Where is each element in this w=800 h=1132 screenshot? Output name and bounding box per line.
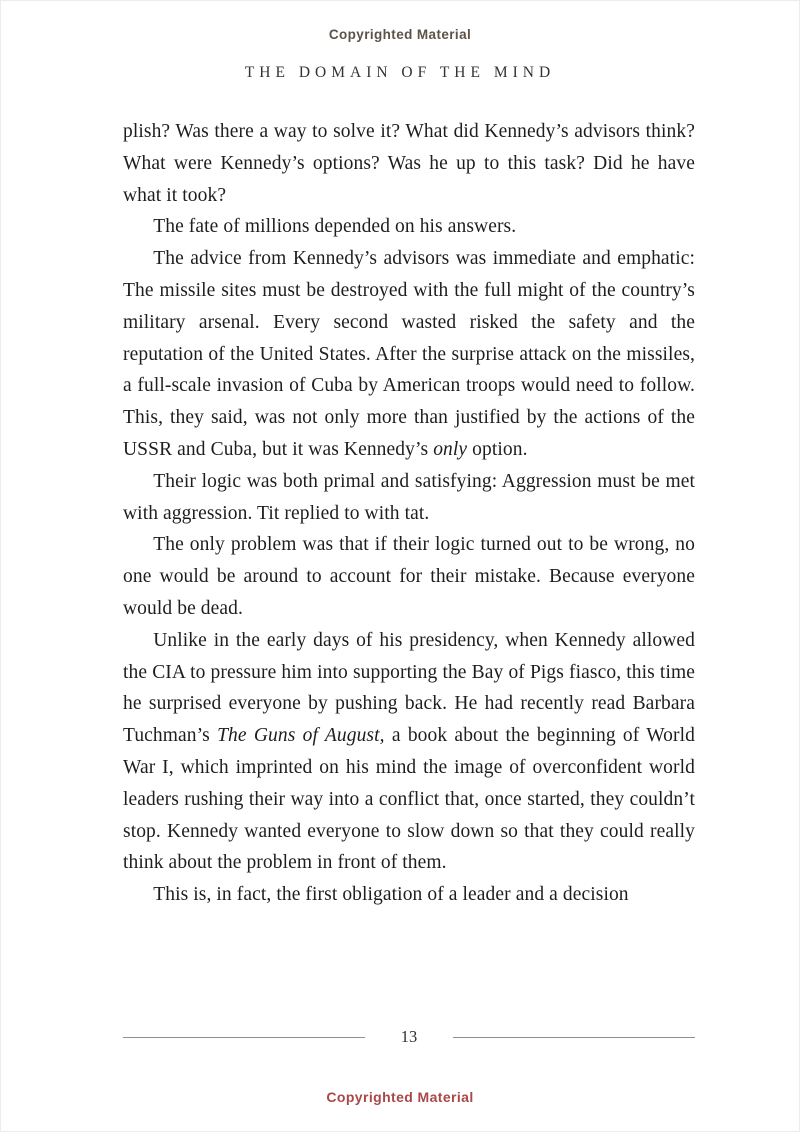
text-run-italic: only (433, 438, 468, 460)
body-paragraph (123, 529, 695, 624)
top-copyright-notice: Copyrighted Material (328, 27, 472, 42)
text-run: Their logic was both primal and satisfying: Aggression must be met with aggression. Tit replied to with tat. (123, 470, 695, 524)
body-paragraph (123, 116, 695, 211)
body-paragraph (123, 625, 695, 879)
body-paragraph (123, 211, 695, 243)
text-run: a book about the beginning of World War I, which imprinted on his mind the image of overconfident world leaders rushing their way into a conflict that, once started, they couldn’t stop. Kennedy wanted everyone to slow down so that they could really think about the problem in front of them. (123, 725, 695, 874)
chapter-header: THE DOMAIN OF THE MIND (244, 64, 556, 81)
body-paragraph (123, 879, 695, 911)
text-run: This is, in fact, the first obligation of a leader and a decision (153, 884, 629, 906)
text-run: The only problem was that if their logic turned out to be wrong, no one would be around to account for their mistake. Because everyone would be dead. (123, 534, 695, 619)
text-run: option. (467, 438, 528, 460)
body-paragraph (123, 466, 695, 530)
text-run: The fate of millions depended on his answers. (153, 216, 517, 238)
body-text (123, 116, 695, 911)
bottom-copyright-notice: Copyrighted Material (326, 1089, 474, 1105)
text-run-italic: The Guns of August, (217, 725, 385, 747)
text-run: The advice from Kennedy’s advisors was immediate and emphatic: The missile sites must be destroyed with the full might of the country’s military arsenal. Every second wasted risked the safety and the reputation of the United States. After the surprise attack on the missiles, a full-scale invasion of Cuba by American troops would need to follow. This, they said, was not only more than justified by the actions of the USSR and Cuba, but it was Kennedy’s (123, 248, 695, 460)
body-paragraph (123, 243, 695, 466)
footer-rule-left (123, 1037, 365, 1038)
footer-rule-right (453, 1037, 695, 1038)
page-footer (123, 1029, 695, 1046)
text-run: plish? Was there a way to solve it? What did Kennedy’s advisors think? What were Kennedy’s options? Was he up to this task? Did he have what it took? (123, 121, 695, 206)
page-number: 13 (400, 1027, 418, 1046)
text-run: Unlike in the early days of his presidency, when Kennedy allowed the CIA to pressure him into supporting the Bay of Pigs fiasco, this time he surprised everyone by pushing back. He had recently read Barbara Tuchman’s (123, 629, 695, 747)
